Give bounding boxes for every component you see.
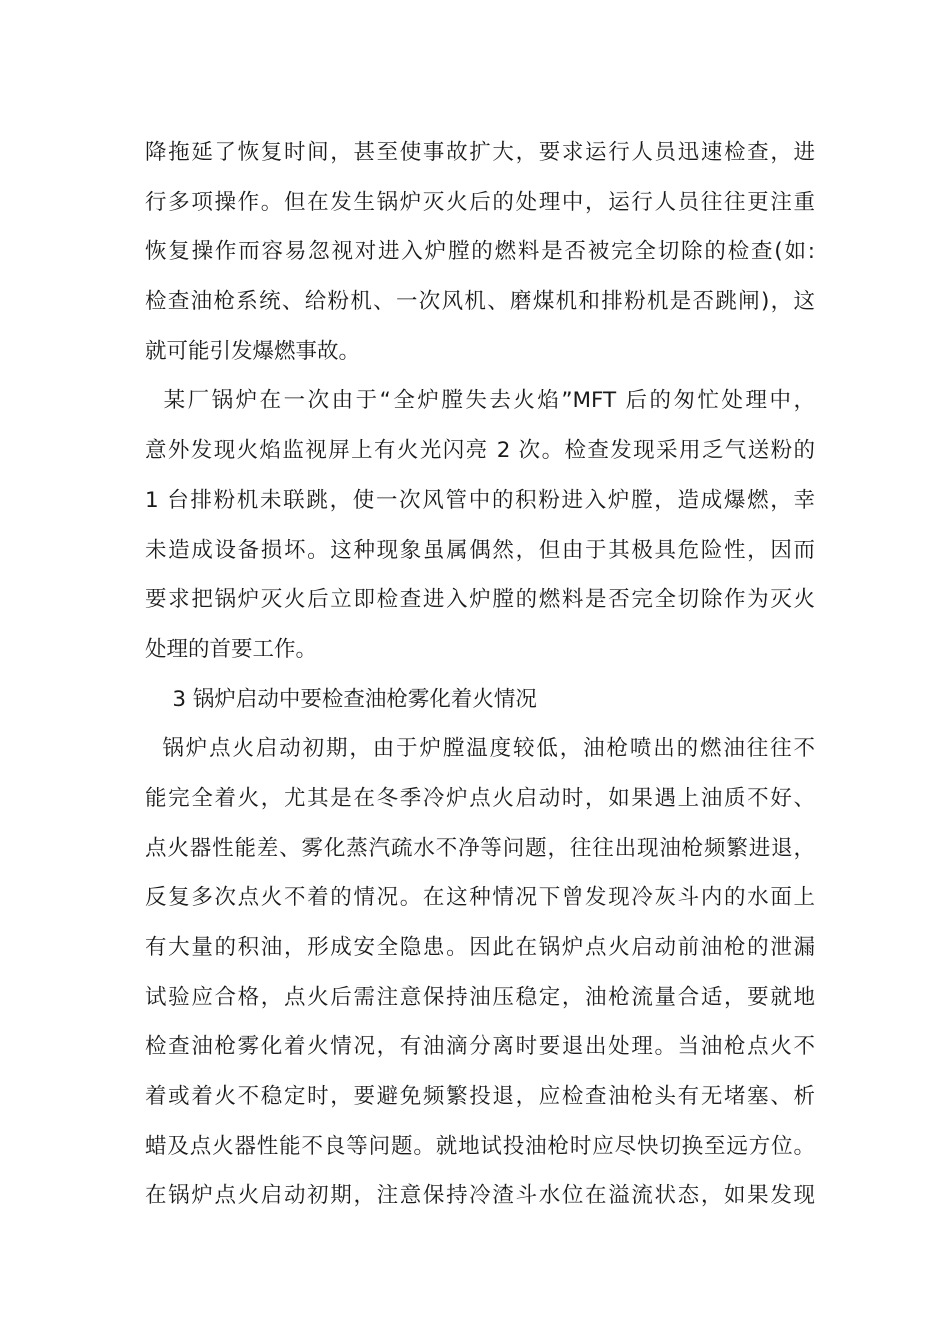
text-line-4: 检查油枪系统、给粉机、一次风机、磨煤机和排粉机是否跳闸)，这 (145, 289, 815, 315)
text-line-19: 检查油枪雾化着火情况，有油滴分离时要退出处理。当油枪点火不 (145, 1034, 815, 1060)
text-line-8: 1 台排粉机未联跳，使一次风管中的积粉进入炉膛，造成爆燃，幸 (145, 487, 815, 513)
text-line-22: 在锅炉点火启动初期，注意保持冷渣斗水位在溢流状态，如果发现 (145, 1183, 815, 1209)
text-line-11: 处理的首要工作。 (145, 636, 318, 662)
text-line-16: 反复多次点火不着的情况。在这种情况下曾发现冷灰斗内的水面上 (145, 885, 815, 911)
text-line-18: 试验应合格，点火后需注意保持油压稳定，油枪流量合适，要就地 (145, 984, 815, 1010)
text-line-10: 要求把锅炉灭火后立即检查进入炉膛的燃料是否完全切除作为灭火 (145, 587, 815, 613)
text-line-13: 锅炉点火启动初期，由于炉膛温度较低，油枪喷出的燃油往往不 (145, 736, 815, 762)
text-line-20: 着或着火不稳定时，要避免频繁投退，应检查油枪头有无堵塞、析 (145, 1084, 815, 1110)
text-line-5: 就可能引发爆燃事故。 (145, 338, 361, 364)
section-heading: 3 锅炉启动中要检查油枪雾化着火情况 (145, 686, 537, 712)
text-line-9: 未造成设备损坏。这种现象虽属偶然，但由于其极具危险性，因而 (145, 537, 815, 563)
text-line-21: 蜡及点火器性能不良等问题。就地试投油枪时应尽快切换至远方位。 (145, 1133, 815, 1159)
text-line-17: 有大量的积油，形成安全隐患。因此在锅炉点火启动前油枪的泄漏 (145, 935, 815, 960)
text-line-1: 降拖延了恢复时间，甚至使事故扩大，要求运行人员迅速检查，进 (145, 140, 815, 165)
text-line-2: 行多项操作。但在发生锅炉灭火后的处理中，运行人员往往更注重 (145, 189, 815, 215)
text-line-14: 能完全着火，尤其是在冬季冷炉点火启动时，如果遇上油质不好、 (145, 785, 815, 811)
text-line-7: 意外发现火焰监视屏上有火光闪亮 2 次。检查发现采用乏气送粉的 (145, 438, 815, 464)
text-line-3: 恢复操作而容易忽视对进入炉膛的燃料是否被完全切除的检查(如: (145, 239, 815, 265)
text-line-15: 点火器性能差、雾化蒸汽疏水不净等问题，往往出现油枪频繁进退， (145, 835, 815, 861)
body-text (145, 128, 815, 1221)
text-line-6: 某厂锅炉在一次由于“全炉膛失去火焰”MFT 后的匆忙处理中， (145, 388, 815, 414)
